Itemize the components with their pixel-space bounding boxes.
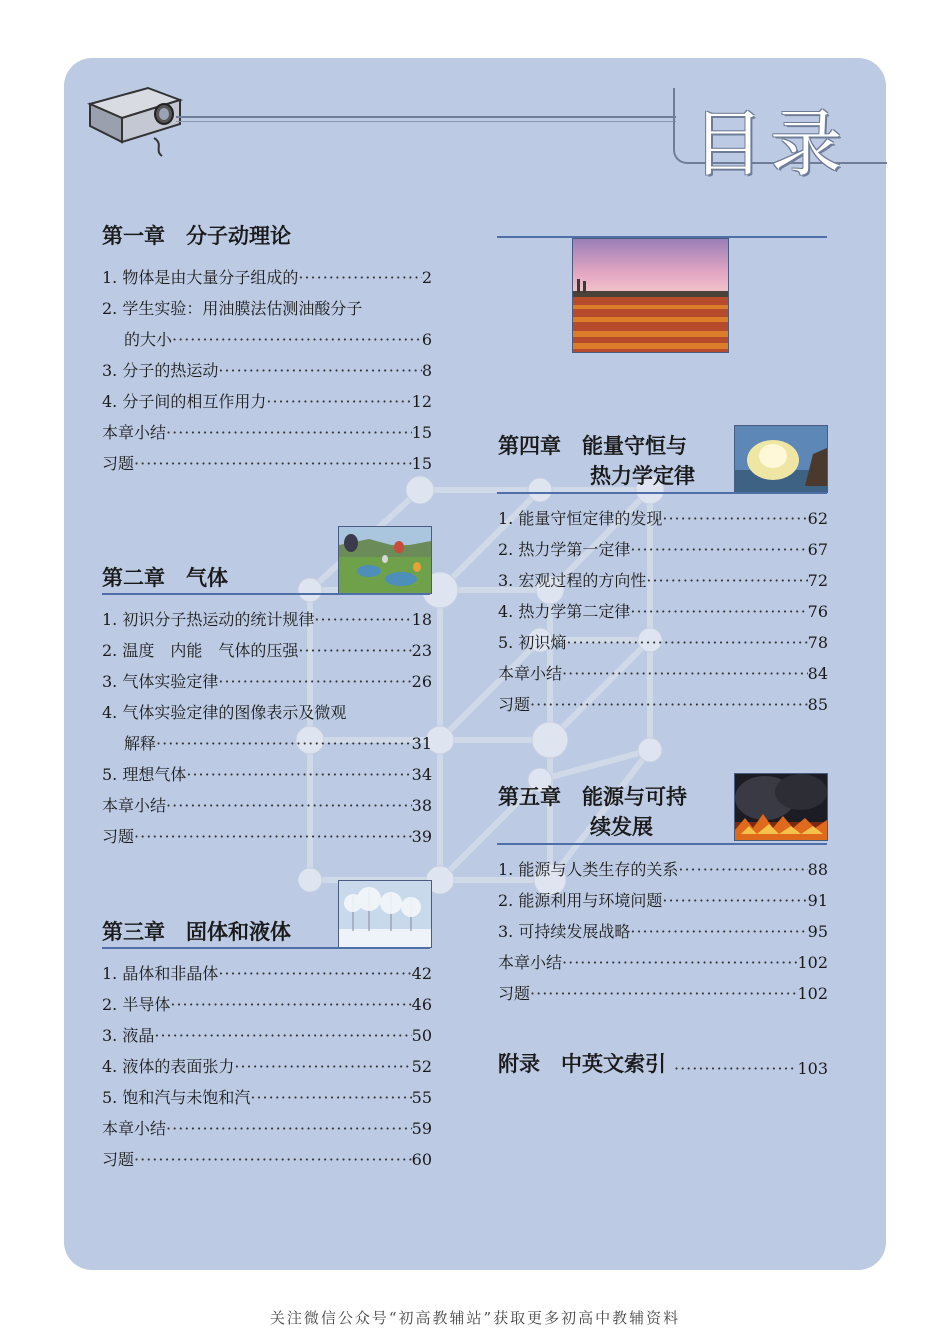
chapter-4-heading: [498, 431, 695, 491]
entry-title: 5. 理想气体: [102, 765, 187, 784]
toc-entry[interactable]: [498, 916, 828, 947]
toc-entry[interactable]: [102, 697, 432, 728]
chapter-4-rule: [497, 492, 827, 494]
chapter-3-toc: [102, 958, 432, 1175]
toc-entry[interactable]: [102, 989, 432, 1020]
entry-title: 2. 温度 内能 气体的压强: [102, 641, 299, 660]
entry-title: 习题: [102, 827, 135, 846]
toc-entry[interactable]: [498, 885, 828, 916]
entry-title: 1. 能量守恒定律的发现: [498, 509, 663, 528]
entry-page: 95: [807, 922, 828, 941]
entry-title: 4. 分子间的相互作用力: [102, 392, 267, 411]
entry-title: 5. 饱和汽与未饱和汽: [102, 1088, 251, 1107]
chapter-2-toc: [102, 604, 432, 852]
entry-title: 2. 能源利用与环境问题: [498, 891, 663, 910]
tulip-field-photo: [572, 238, 729, 353]
entry-page: 15: [411, 423, 432, 442]
toc-entry[interactable]: [102, 666, 432, 697]
toc-entry[interactable]: [498, 534, 828, 565]
footer-note: 关注微信公众号“初高教辅站”获取更多初高中教辅资料: [269, 1309, 681, 1327]
toc-entry[interactable]: [102, 1020, 432, 1051]
toc-entry[interactable]: [498, 565, 828, 596]
toc-entry[interactable]: [498, 947, 828, 978]
toc-entry[interactable]: [498, 658, 828, 689]
entry-page: 91: [807, 891, 828, 910]
entry-page: 88: [807, 860, 828, 879]
toc-entry[interactable]: [102, 448, 432, 479]
entry-title: 1. 晶体和非晶体: [102, 964, 219, 983]
entry-title: 3. 分子的热运动: [102, 361, 219, 380]
entry-title: 的大小: [124, 330, 173, 349]
toc-entry[interactable]: [498, 854, 828, 885]
chapter-5-rule: [497, 843, 827, 845]
entry-page: 78: [807, 633, 828, 652]
balloons-photo: [338, 526, 432, 594]
chapter-2-heading: [102, 563, 228, 593]
entry-page: 55: [411, 1088, 432, 1107]
entry-page: 34: [411, 765, 432, 784]
entry-title: 3. 液晶: [102, 1026, 155, 1045]
entry-title: 本章小结: [102, 423, 167, 442]
chapter-4-toc: [498, 503, 828, 720]
entry-title: 本章小结: [498, 664, 563, 683]
entry-page: 84: [807, 664, 828, 683]
entry-title: 习题: [498, 695, 531, 714]
chapter-3-heading: [102, 917, 291, 947]
smoke-fire-photo: [734, 773, 828, 841]
chapter-5-heading: [498, 782, 687, 842]
entry-page: 76: [807, 602, 828, 621]
page-title: 目录: [692, 102, 849, 186]
entry-title: 2. 热力学第一定律: [498, 540, 631, 559]
entry-page: 31: [411, 734, 432, 753]
entry-page: 2: [421, 268, 432, 287]
toc-entry[interactable]: [102, 635, 432, 666]
entry-page: 85: [807, 695, 828, 714]
entry-title: 3. 宏观过程的方向性: [498, 571, 647, 590]
entry-title: 习题: [102, 454, 135, 473]
entry-page: 23: [411, 641, 432, 660]
entry-page: 38: [411, 796, 432, 815]
chapter-2-title: 第二章 气体: [102, 566, 228, 590]
entry-title: 2. 学生实验：用油膜法估测油酸分子: [102, 299, 363, 318]
entry-page: 60: [411, 1150, 432, 1169]
toc-entry[interactable]: [102, 790, 432, 821]
entry-title: 解释: [124, 734, 157, 753]
entry-title: 1. 初识分子热运动的统计规律: [102, 610, 315, 629]
toc-entry[interactable]: [498, 596, 828, 627]
chapter-4-title: 第四章 能量守恒与: [498, 434, 687, 458]
chapter-3-title: 第三章 固体和液体: [102, 920, 291, 944]
chapter-5-title: 第五章 能源与可持: [498, 785, 687, 809]
entry-page: 72: [807, 571, 828, 590]
entry-title: 3. 气体实验定律: [102, 672, 219, 691]
chapter-1-heading: [102, 221, 291, 251]
entry-page: 8: [421, 361, 432, 380]
toc-entry[interactable]: [102, 1051, 432, 1082]
toc-entry[interactable]: [102, 417, 432, 448]
entry-title: 4. 液体的表面张力: [102, 1057, 235, 1076]
toc-entry[interactable]: [102, 1113, 432, 1144]
entry-page: 52: [411, 1057, 432, 1076]
projector-icon: [84, 80, 194, 160]
entry-page: 18: [411, 610, 432, 629]
appendix-title: 附录 中英文索引: [498, 1052, 666, 1076]
wave-splash-photo: [734, 425, 828, 493]
entry-title: 2. 半导体: [102, 995, 171, 1014]
toc-entry[interactable]: [498, 689, 828, 720]
entry-page: 15: [411, 454, 432, 473]
toc-entry[interactable]: [102, 1144, 432, 1175]
entry-title: 本章小结: [102, 796, 167, 815]
entry-title: 4. 热力学第二定律: [498, 602, 631, 621]
entry-title: 4. 气体实验定律的图像表示及微观: [102, 703, 347, 722]
entry-page: 102: [797, 953, 828, 972]
chapter-3-rule: [102, 947, 430, 949]
entry-page: 39: [411, 827, 432, 846]
toc-entry[interactable]: [498, 978, 828, 1009]
entry-title: 本章小结: [498, 953, 563, 972]
toc-entry[interactable]: [102, 324, 432, 355]
entry-page: 12: [411, 392, 432, 411]
toc-entry[interactable]: [102, 958, 432, 989]
snow-trees-photo: [338, 880, 432, 948]
entry-title: 1. 能源与人类生存的关系: [498, 860, 679, 879]
entry-page: 102: [797, 984, 828, 1003]
chapter-5-title-line2: 续发展: [590, 815, 653, 839]
toc-entry[interactable]: [102, 1082, 432, 1113]
toc-entry[interactable]: [102, 262, 432, 293]
entry-title: 5. 初识熵: [498, 633, 567, 652]
entry-title: 习题: [498, 984, 531, 1003]
chapter-1-title: 第一章 分子动理论: [102, 224, 291, 248]
chapter-1-toc: [102, 262, 432, 479]
chapter-4-title-line2: 热力学定律: [590, 464, 695, 488]
appendix-entry[interactable]: [498, 1048, 828, 1078]
chapter-2-rule: [102, 593, 430, 595]
entry-page: 50: [411, 1026, 432, 1045]
toc-entry[interactable]: [498, 503, 828, 534]
entry-page: 62: [807, 509, 828, 528]
chapter-5-toc: [498, 854, 828, 1009]
entry-title: 1. 物体是由大量分子组成的: [102, 268, 299, 287]
entry-page: 42: [411, 964, 432, 983]
entry-title: 习题: [102, 1150, 135, 1169]
entry-title: 本章小结: [102, 1119, 167, 1138]
toc-entry[interactable]: [102, 728, 432, 759]
toc-entry[interactable]: [102, 759, 432, 790]
toc-entry[interactable]: [102, 355, 432, 386]
entry-page: 26: [411, 672, 432, 691]
entry-page: 46: [411, 995, 432, 1014]
toc-entry[interactable]: [102, 386, 432, 417]
toc-entry[interactable]: [102, 293, 432, 324]
toc-entry[interactable]: [102, 604, 432, 635]
entry-page: 67: [807, 540, 828, 559]
header-rule-thin: [176, 121, 676, 122]
toc-entry[interactable]: [102, 821, 432, 852]
entry-page: 6: [421, 330, 432, 349]
header-rule: [176, 116, 676, 118]
toc-entry[interactable]: [498, 627, 828, 658]
appendix-page: 103: [797, 1059, 828, 1078]
entry-page: 59: [411, 1119, 432, 1138]
entry-title: 3. 可持续发展战略: [498, 922, 631, 941]
